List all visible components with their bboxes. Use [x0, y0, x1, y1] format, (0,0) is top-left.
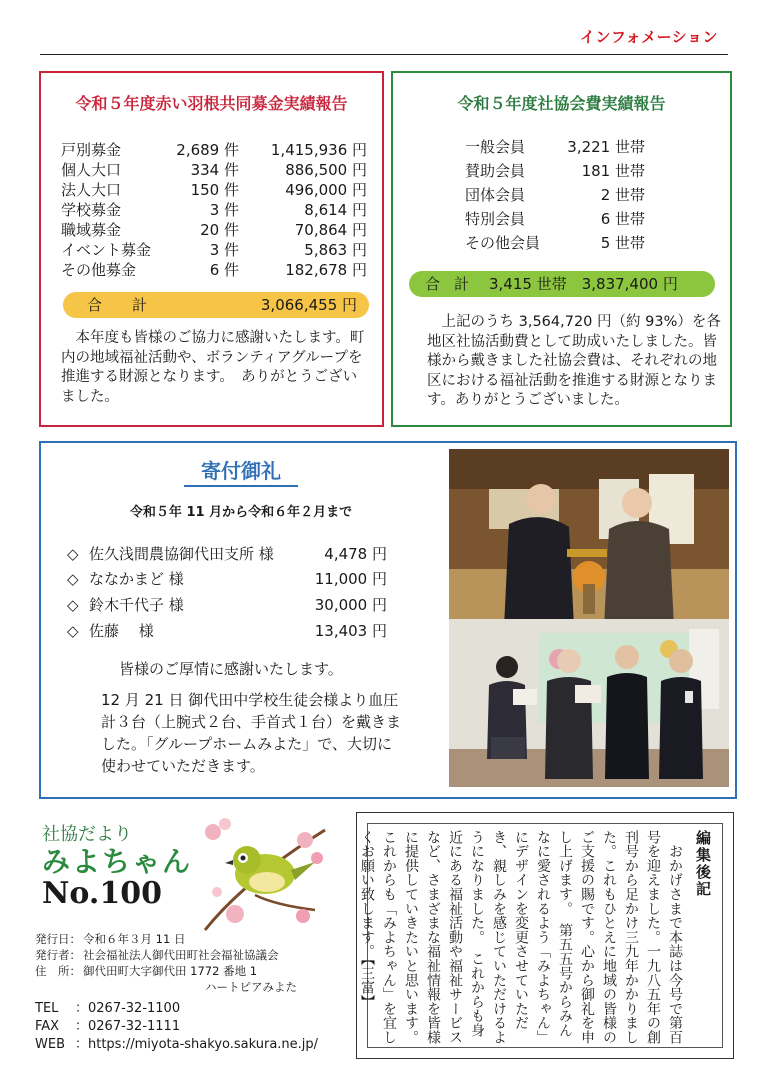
donation-amount: 70,864 円	[294, 221, 367, 239]
donation-amount: 8,614 円	[304, 201, 367, 219]
shakyo-fee-report	[391, 71, 732, 427]
editors-note-frame	[359, 823, 723, 1048]
donation-label: その他募金	[61, 261, 137, 279]
donation-count: 334 件	[190, 161, 239, 179]
photo-group-art	[449, 619, 729, 787]
photo-ceremony	[449, 449, 729, 627]
donation-amount: 1,415,936 円	[270, 141, 367, 159]
member-count: 2 世帯	[600, 186, 645, 204]
total-label: 合計	[425, 275, 484, 293]
list-item	[67, 544, 387, 564]
donation-amount: 496,000 円	[285, 181, 367, 199]
donor-name: 佐久浅間農協御代田支所 様	[89, 545, 274, 563]
member-type: 団体会員	[465, 186, 526, 204]
member-count: 6 世帯	[600, 210, 645, 228]
donation-period: 令和５年 11 月から令和６年２月まで	[129, 505, 353, 520]
publisher: 発行者： 社会福祉法人御代田町社会福祉協議会	[35, 948, 279, 962]
issue-number: No.100	[42, 876, 162, 911]
donation-thanks-note: 皆様のご厚情に感謝いたします。	[119, 660, 343, 678]
member-count: 5 世帯	[600, 234, 645, 252]
total-value: 3,066,455 円	[260, 296, 357, 314]
newsletter-name: みよちゃん	[42, 845, 193, 878]
donation-count: 3 件	[209, 241, 239, 259]
total-label: 合計	[87, 296, 178, 314]
editors-note-text: おかげさまで本誌は今号で第百号を迎えました。一九八五年の創刊号から足かけ三九年かかりました。これもひとえに地域の皆様のご支援の賜です。心から御礼を申し上げます。 第五五号からみんなに愛されるよう「みよちゃん」にデザインを変更させていただき、親しみを感じていただけるようになりました。 これからも身近にある福祉活動や福祉サービスなど、さまざまな福祉情報を皆様に提供していきたいと思います。これからも「みよちゃん」を宜しくお願い致します。【三富】	[359, 830, 683, 1045]
total-value: 3,415 世帯 3,837,400 円	[489, 275, 678, 293]
total-bar	[409, 271, 715, 297]
akai-hane-message: 本年度も皆様のご協力に感謝いたします。町内の地域福祉活動や、ボランティアグループを推進する財源となります。 ありがとうございました。	[61, 330, 365, 405]
list-item	[67, 621, 387, 641]
section-title: インフォメーション	[579, 28, 718, 46]
header-divider	[40, 54, 728, 55]
member-count: 181 世帯	[581, 162, 645, 180]
donation-amount: 182,678 円	[285, 261, 367, 279]
address: 住 所： 御代田町大字御代田 1772 番地 1	[35, 964, 258, 978]
donor-name: ななかまど 様	[89, 570, 184, 588]
donation-label: イベント募金	[61, 241, 152, 259]
donor-name: 鈴木千代子 様	[89, 596, 184, 614]
address-building: ハートピアみよた	[205, 980, 297, 994]
editors-note-title: 編集後記	[694, 830, 712, 898]
editors-note	[356, 812, 734, 1059]
diamond-bullet-icon: ◇	[67, 545, 79, 563]
donation-label: 個人大口	[61, 161, 122, 179]
photo-group	[449, 619, 729, 787]
donation-amount: 5,863 円	[304, 241, 367, 259]
member-type: 一般会員	[465, 138, 526, 156]
donation-label: 法人大口	[61, 181, 122, 199]
donor-amount: 13,403 円	[314, 622, 387, 640]
contact-tel: TEL ：0267-32-1100	[35, 1001, 181, 1016]
shakyo-fee-message: 上記のうち 3,564,720 円（約 93%）を各地区社協活動費として助成いたしました。皆様から戴きました社協会費は、それぞれの地区における福祉活動を推進する財源となります。ありがとうございました。	[427, 314, 721, 408]
donation-thanks-title: 寄付御礼	[201, 459, 281, 483]
member-count: 3,221 世帯	[567, 138, 645, 156]
shakyo-fee-title: 令和５年度社協会費実績報告	[457, 94, 666, 113]
donation-message: 12 月 21 日 御代田中学校生徒会様より血圧計３台（上腕式２台、手首式１台）を戴きました。「グループホームみよた」で、大切に使わせていただきます。	[101, 691, 402, 775]
donation-count: 6 件	[209, 261, 239, 279]
donor-amount: 11,000 円	[314, 570, 387, 588]
list-item	[67, 595, 387, 615]
donation-count: 20 件	[200, 221, 239, 239]
member-type: 特別会員	[465, 210, 526, 228]
donation-count: 3 件	[209, 201, 239, 219]
photo-ceremony-art	[449, 449, 729, 627]
donor-amount: 4,478 円	[324, 545, 387, 563]
contact-fax: FAX ：0267-32-1111	[35, 1019, 181, 1034]
donation-label: 戸別募金	[61, 141, 122, 159]
contact-web[interactable]: WEB ：https://miyota-shakyo.sakura.ne.jp/	[35, 1037, 319, 1052]
donation-amount: 886,500 円	[285, 161, 367, 179]
donation-thanks	[39, 441, 737, 799]
publish-date: 発行日： 令和６年３月 11 日	[35, 932, 186, 946]
bird-blossom-icon	[195, 810, 330, 935]
diamond-bullet-icon: ◇	[67, 622, 79, 640]
donation-count: 150 件	[190, 181, 239, 199]
list-item	[67, 569, 387, 589]
title-underline	[184, 485, 298, 487]
member-type: その他会員	[465, 234, 541, 252]
akai-hane-title: 令和５年度赤い羽根共同募金実績報告	[75, 94, 348, 113]
total-bar	[63, 292, 369, 318]
donation-count: 2,689 件	[176, 141, 239, 159]
diamond-bullet-icon: ◇	[67, 570, 79, 588]
donation-label: 学校募金	[61, 201, 122, 219]
donor-amount: 30,000 円	[314, 596, 387, 614]
akai-hane-report	[39, 71, 384, 427]
diamond-bullet-icon: ◇	[67, 596, 79, 614]
donor-name: 佐藤 様	[89, 622, 154, 640]
newsletter-subtitle: 社協だより	[42, 824, 132, 845]
member-type: 賛助会員	[465, 162, 526, 180]
donation-label: 職域募金	[61, 221, 122, 239]
